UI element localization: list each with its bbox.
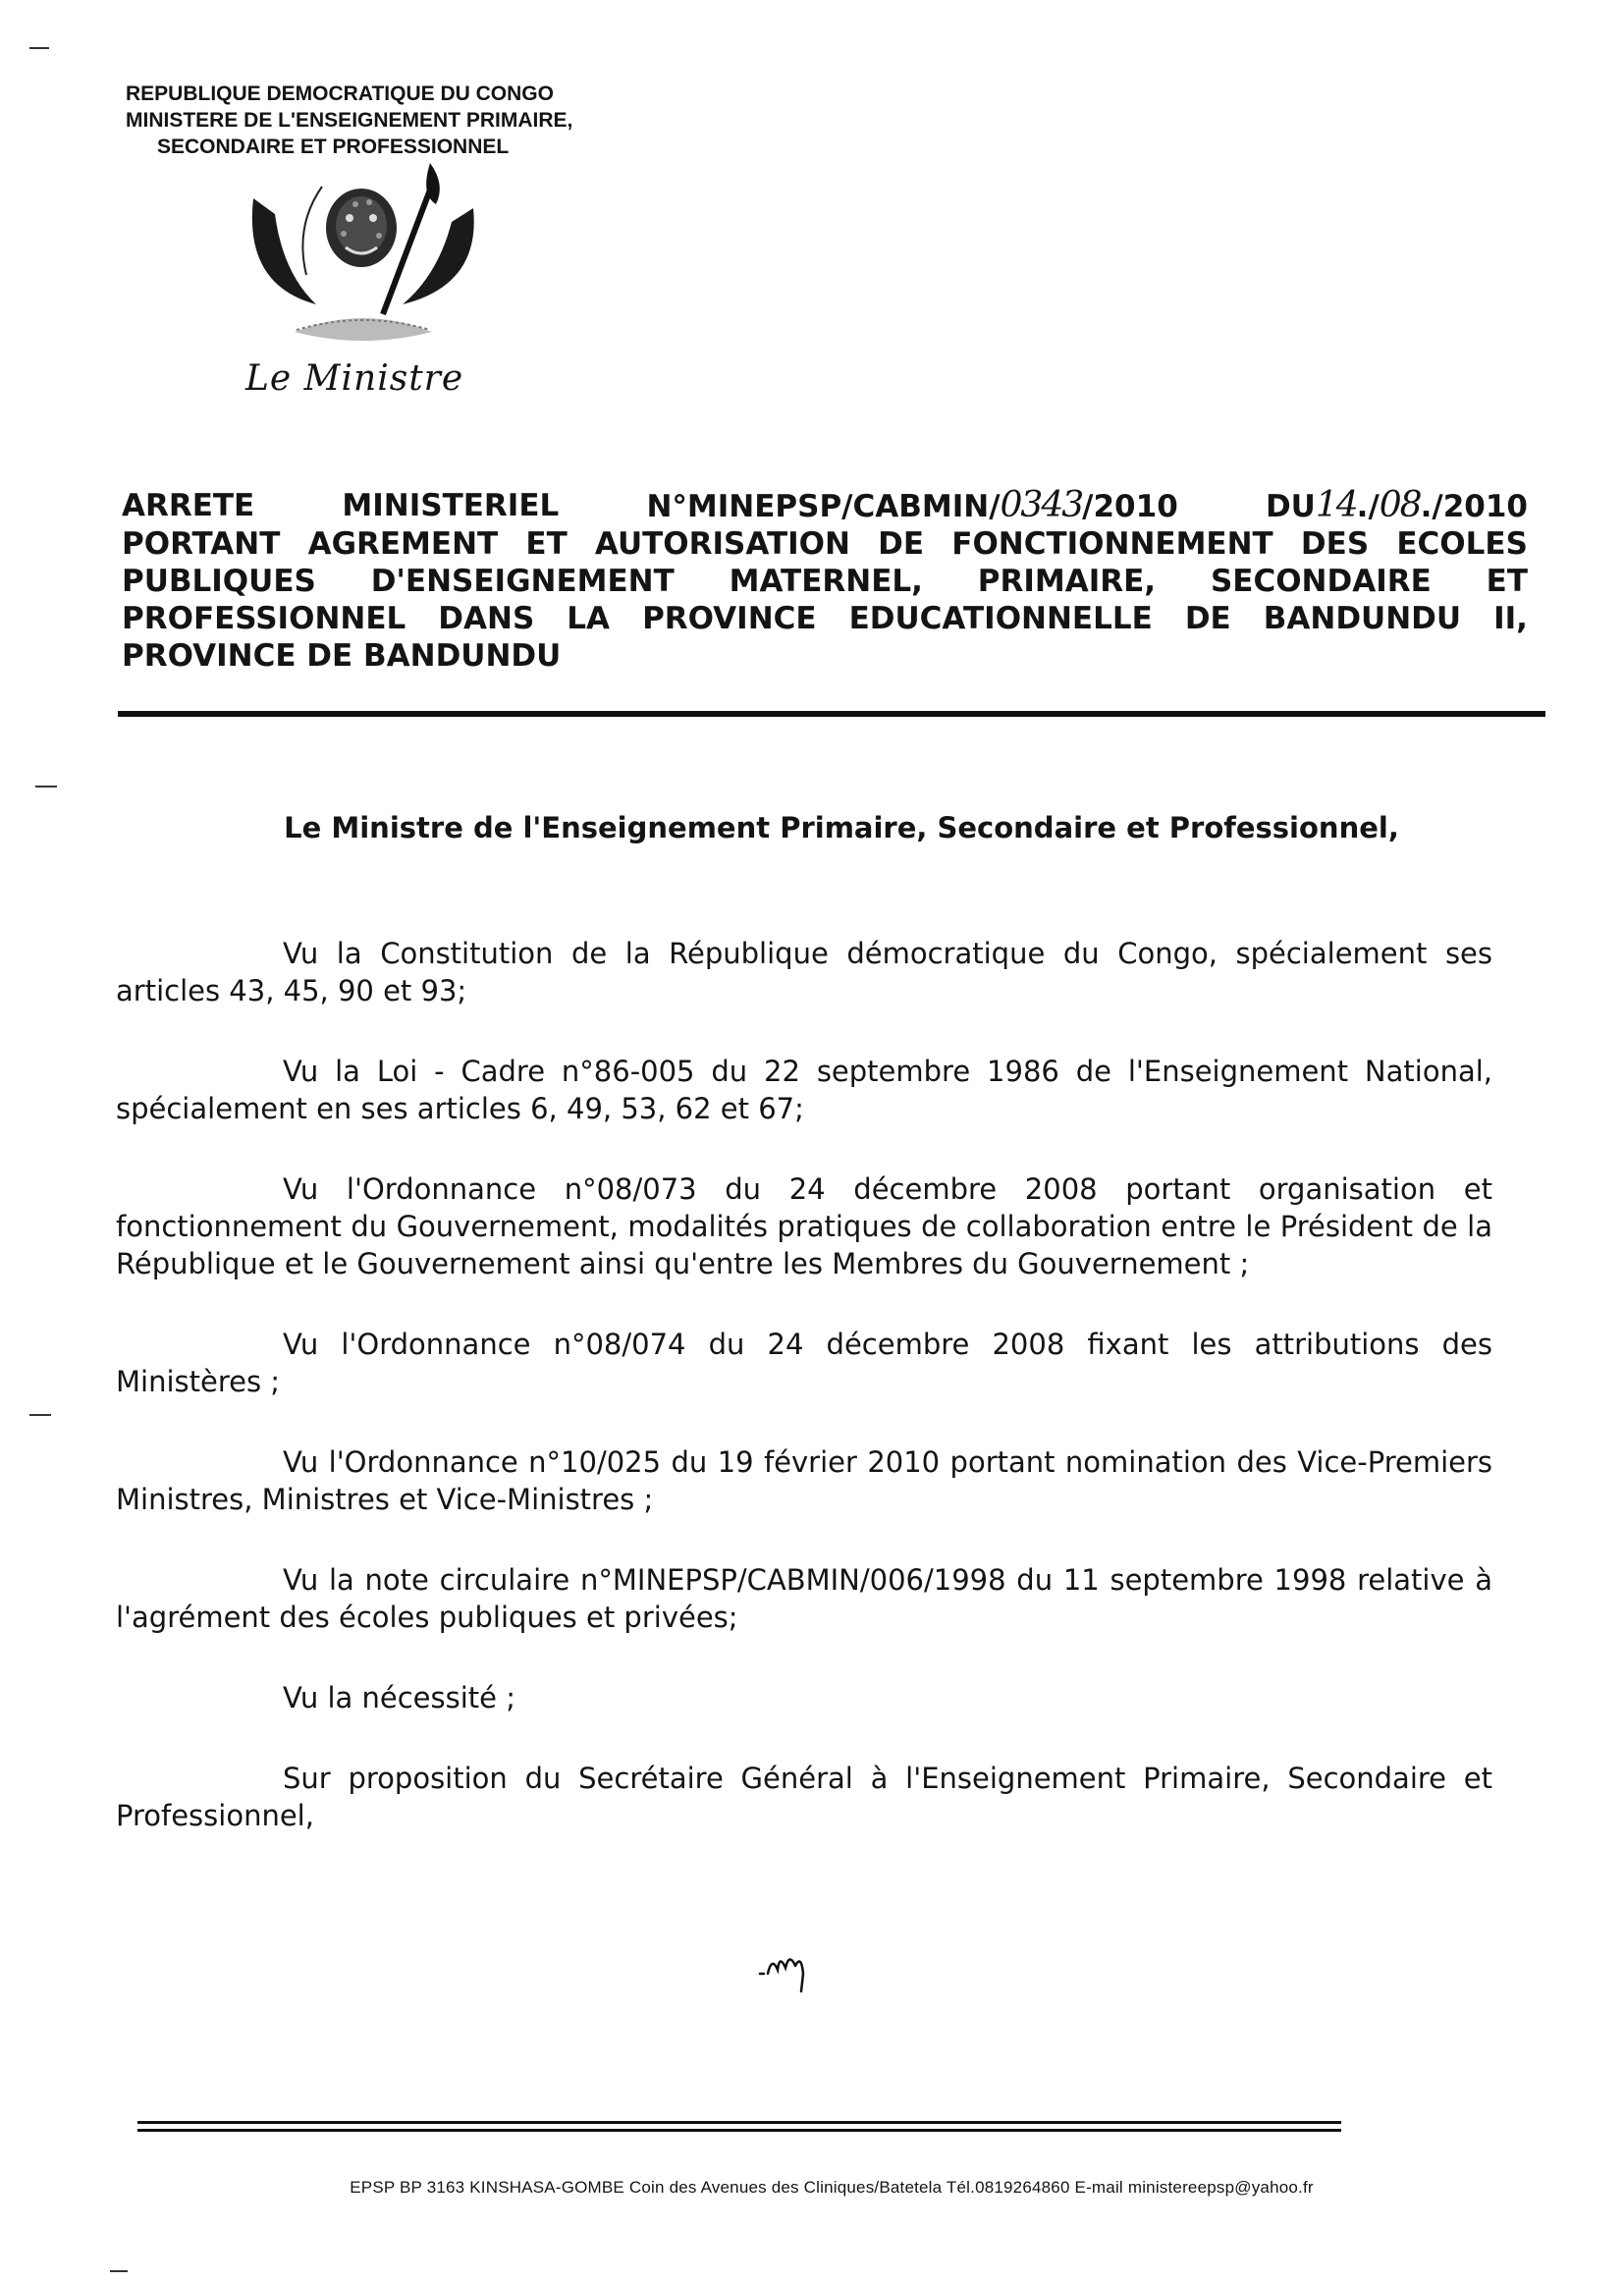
title-word: DANS (438, 601, 535, 636)
letterhead-ministry-cont: SECONDAIRE ET PROFESSIONNEL (157, 136, 510, 158)
title-word: PROFESSIONNEL (122, 601, 406, 636)
letterhead (126, 81, 572, 160)
title-line-3 (122, 563, 1528, 600)
preamble-paragraph: Vu la note circulaire n°MINEPSP/CABMIN/006/1998 du 11 septembre 1998 relative à l'agrément des écoles publiques et privées; (116, 1563, 1492, 1634)
decree-title (122, 487, 1528, 675)
letterhead-ministry: MINISTERE DE L'ENSEIGNEMENT PRIMAIRE, (126, 109, 573, 132)
title-word: ET (1486, 564, 1528, 599)
preamble-paragraph: Vu l'Ordonnance n°10/025 du 19 février 2010 portant nomination des Vice-Premiers Ministres, Ministres et Vice-Ministres ; (116, 1445, 1492, 1516)
preamble (116, 935, 1492, 1877)
title-word: SECONDAIRE (1210, 564, 1432, 599)
date-year: ./2010 (1420, 489, 1528, 524)
title-word: ECOLES (1396, 526, 1528, 562)
title-word: FONCTIONNEMENT (951, 526, 1273, 562)
coat-of-arms-emblem (236, 157, 491, 363)
title-word: AUTORISATION (594, 526, 850, 562)
title-word: DES (1300, 526, 1370, 562)
title-word: AGREMENT (307, 526, 499, 562)
preamble-paragraph: Vu l'Ordonnance n°08/073 du 24 décembre 2008 portant organisation et fonctionnement du Gouvernement, modalités pratiques de collaboration entre le Président de la République et le Gouvernement ainsi qu'entre les Membres du Gouvernement ; (116, 1172, 1492, 1280)
footer-contact: EPSP BP 3163 KINSHASA-GOMBE Coin des Avenues des Cliniques/Batetela Tél.0819264860 E-mail ministereepsp@yahoo.fr (350, 2178, 1314, 2197)
preamble-paragraph: Vu la Loi - Cadre n°86-005 du 22 septembre 1986 de l'Enseignement National, spécialement en ses articles 6, 49, 53, 62 et 67; (116, 1055, 1492, 1125)
date-du: DU (1265, 489, 1316, 524)
title-word: DE (878, 526, 925, 562)
title-word: II, (1493, 601, 1528, 636)
footer-divider-top (137, 2121, 1341, 2124)
title-divider (118, 711, 1545, 717)
title-word: D'ENSEIGNEMENT (370, 564, 675, 599)
title-line-4 (122, 600, 1528, 637)
footer-divider-bottom (137, 2129, 1341, 2132)
title-word: BANDUNDU (1263, 601, 1462, 636)
le-ministre-signature-heading: Le Ministre (245, 358, 464, 399)
title-word: MINISTERIEL (342, 488, 560, 523)
title-word: MATERNEL, (729, 564, 923, 599)
handwritten-reference-number: 0343 (1000, 485, 1083, 525)
preamble-paragraph: Vu l'Ordonnance n°08/074 du 24 décembre 2008 fixant les attributions des Ministères ; (116, 1328, 1492, 1398)
title-word: PRIMAIRE, (977, 564, 1157, 599)
title-line-5: PROVINCE DE BANDUNDU (122, 638, 562, 674)
scan-mark (29, 1414, 51, 1416)
reference-prefix: N°MINEPSP/CABMIN/ (646, 489, 1001, 524)
date-separator: ./ (1356, 489, 1380, 524)
reference-year: /2010 (1082, 489, 1178, 524)
title-word: PROVINCE (642, 601, 817, 636)
scan-mark (35, 786, 57, 788)
handwritten-day: 14 (1315, 485, 1357, 525)
preamble-paragraph: Vu la Constitution de la République démocratique du Congo, spécialement ses articles 43, 45, 90 et 93; (116, 937, 1492, 1007)
decree-reference (646, 487, 1177, 525)
title-line-2 (122, 525, 1528, 563)
title-word: DE (1184, 601, 1231, 636)
decree-date (1266, 487, 1528, 525)
title-line-1 (122, 487, 1528, 525)
preamble-paragraph: Vu la nécessité ; (283, 1681, 515, 1714)
handwritten-initials (756, 1944, 835, 1993)
preamble-paragraph: Sur proposition du Secrétaire Général à l'Enseignement Primaire, Secondaire et Professionnel, (116, 1762, 1492, 1832)
scan-mark (110, 2270, 128, 2272)
title-word: EDUCATIONNELLE (848, 601, 1153, 636)
title-word: ARRETE (122, 488, 255, 523)
handwritten-month: 08 (1379, 485, 1421, 525)
title-word: LA (567, 601, 611, 636)
minister-heading: Le Ministre de l'Enseignement Primaire, Secondaire et Professionnel, (284, 811, 1399, 844)
title-word: ET (525, 526, 568, 562)
scan-mark (29, 47, 49, 49)
title-word: PORTANT (122, 526, 281, 562)
letterhead-country: REPUBLIQUE DEMOCRATIQUE DU CONGO (126, 82, 554, 105)
title-word: PUBLIQUES (122, 564, 316, 599)
